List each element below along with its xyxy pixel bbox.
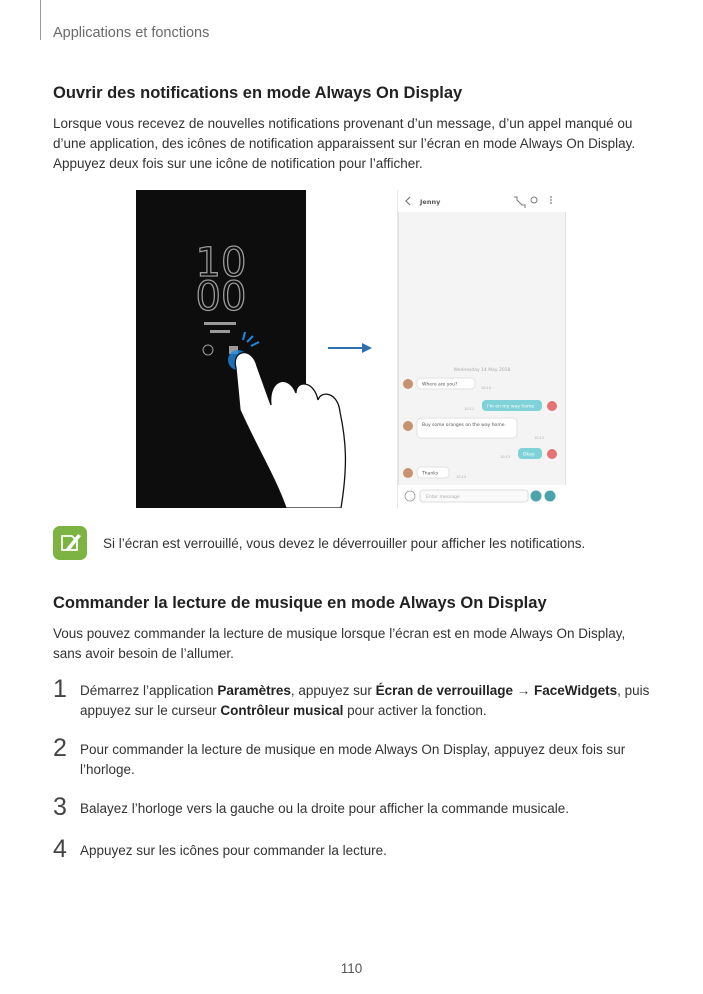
- own-avatar: [547, 401, 557, 411]
- send-sim2-icon: [545, 491, 556, 502]
- step-number: 3: [53, 793, 67, 821]
- step-text: Pour commander la lecture de musique en mode Always On Display, appuyez deux fois sur l’horloge.: [80, 742, 626, 777]
- contact-avatar: [403, 468, 413, 478]
- section-heading-notifications: Ouvrir des notifications en mode Always On Display: [53, 84, 463, 102]
- aod-battery-line: [210, 330, 230, 333]
- send-sim1-icon: [531, 491, 542, 502]
- section-body-notifications: Lorsque vous recevez de nouvelles notifications provenant d’un message, d’un appel manqué ou d’une application, des icônes de notification apparaissent sur l’écran en mode Always On Display. Appuyez deux fois sur une icône de notification pour l’afficher.: [53, 116, 636, 171]
- aod-notification-illustration: [136, 190, 566, 508]
- step-number: 1: [53, 675, 67, 703]
- message-text: Buy some oranges on the way home.: [422, 423, 506, 428]
- message-input: Enter message: [426, 495, 460, 500]
- step-text: Démarrez l’application Paramètres, appuyez sur Écran de verrouillage → FaceWidgets, puis appuyez sur le curseur Contrôleur musical pour activer la fonction.: [80, 683, 650, 718]
- message-text: Okay: [523, 452, 535, 458]
- step-number: 4: [53, 835, 67, 863]
- note-text: Si l’écran est verrouillé, vous devez le déverrouiller pour afficher les notifications.: [103, 536, 586, 551]
- step-text: Balayez l’horloge vers la gauche ou la droite pour afficher la commande musicale.: [80, 801, 570, 816]
- aod-clock-minutes: 00: [195, 274, 247, 320]
- header-rule: [40, 0, 41, 40]
- section-heading-music: Commander la lecture de musique en mode Always On Display: [53, 594, 547, 612]
- contact-name: Jenny: [420, 198, 441, 206]
- messages-screen: [398, 190, 566, 508]
- arrow-icon: [362, 343, 372, 353]
- step-number: 2: [53, 734, 67, 762]
- section-body-music: Vous pouvez commander la lecture de musique lorsque l’écran est en mode Always On Display, sans avoir besoin de l’allumer.: [53, 626, 626, 661]
- message-time: 10:11: [464, 407, 475, 411]
- message-text: Thanks: [422, 471, 439, 477]
- message-time: 10:10: [481, 386, 492, 390]
- message-text: Where are you?: [422, 382, 458, 388]
- header-title: Applications et fonctions: [53, 25, 210, 41]
- aod-date-line: [204, 322, 236, 325]
- step-text: Appuyez sur les icônes pour commander la lecture.: [80, 843, 387, 858]
- message-date: Wednesday 14 May 2018: [453, 368, 511, 373]
- note-icon: [53, 526, 87, 560]
- aod-clock-hours: 10: [195, 240, 247, 286]
- message-time: 10:12: [534, 436, 545, 440]
- contact-avatar: [403, 379, 413, 389]
- page-number: 110: [340, 961, 363, 976]
- contact-avatar: [403, 421, 413, 431]
- message-text: I'm on my way home: [487, 404, 535, 410]
- message-time: 10:14: [456, 475, 467, 479]
- own-avatar: [547, 449, 557, 459]
- message-time: 10:13: [500, 455, 511, 459]
